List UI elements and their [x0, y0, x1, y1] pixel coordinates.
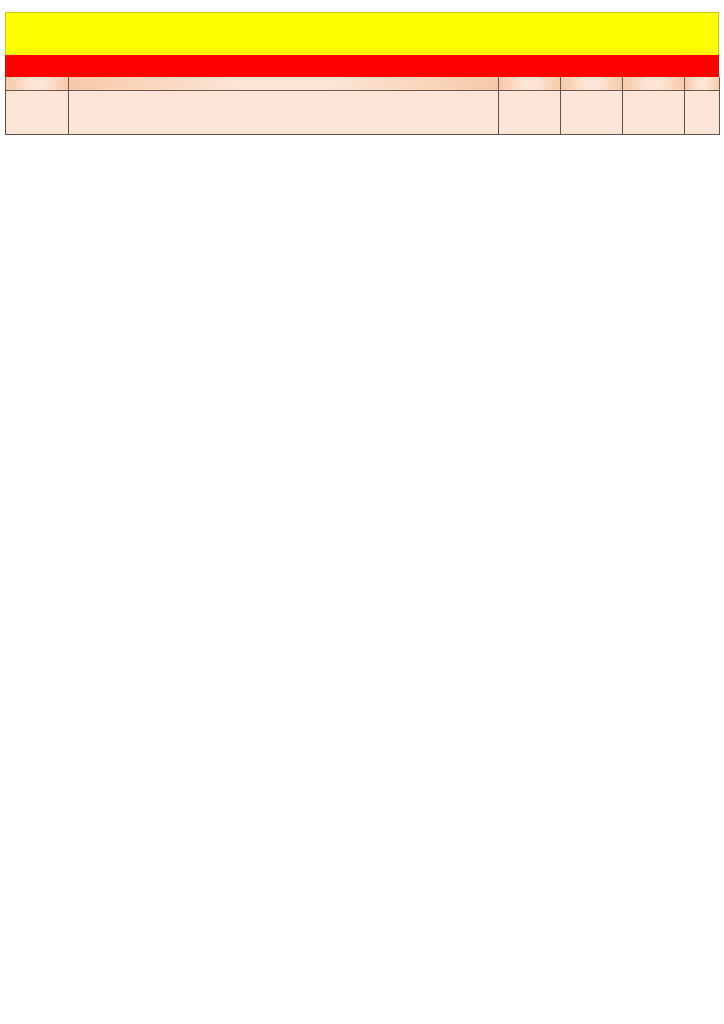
cell-radif [685, 91, 720, 135]
outage-schedule-sheet [5, 12, 719, 135]
header-cut-time [561, 77, 623, 91]
table-body [6, 91, 720, 135]
cell-cut-time [561, 91, 623, 135]
table-header-row [6, 77, 720, 91]
cell-connect-time [499, 91, 561, 135]
header-block [623, 77, 685, 91]
header-connect-time [499, 77, 561, 91]
cell-place [69, 91, 499, 135]
document-title [5, 12, 719, 55]
table-row [6, 91, 720, 135]
cell-block [623, 91, 685, 135]
header-radif [685, 77, 720, 91]
date-banner [5, 55, 719, 77]
outage-table [5, 77, 720, 135]
header-place [69, 77, 499, 91]
cell-region [6, 91, 69, 135]
header-region [6, 77, 69, 91]
